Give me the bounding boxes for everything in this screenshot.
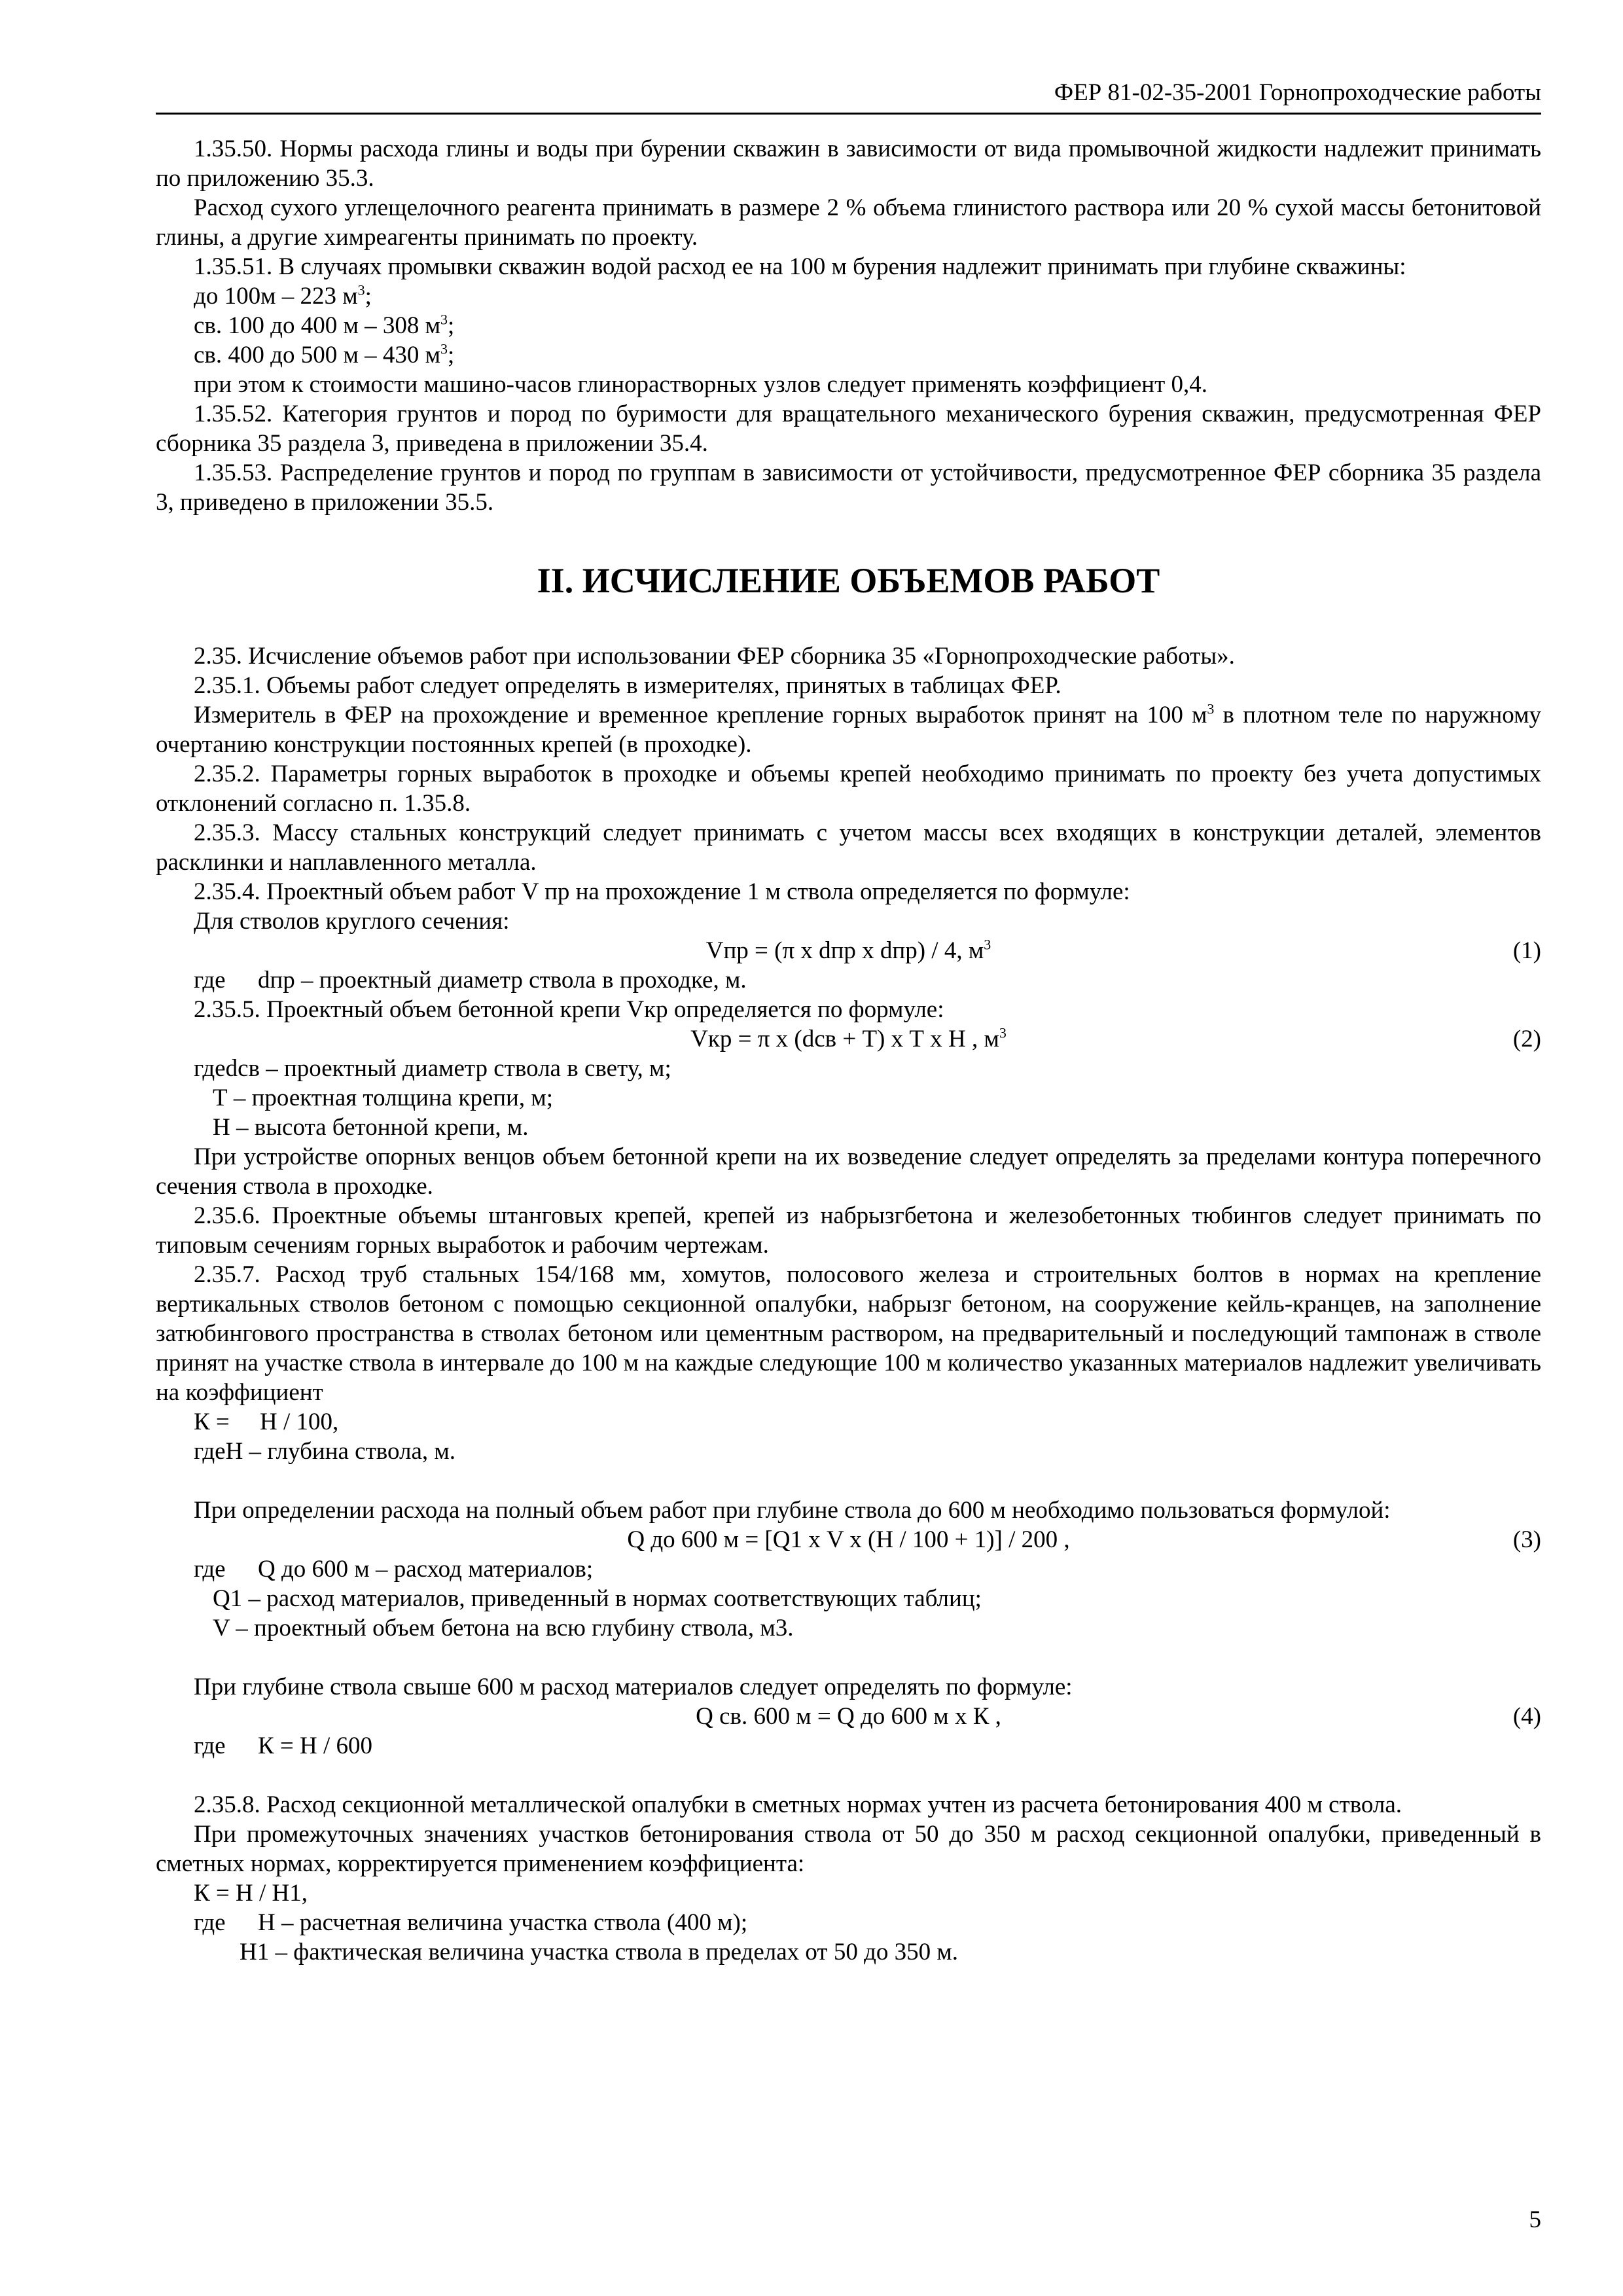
spacer [156, 1643, 1541, 1672]
paragraph: 1.35.52. Категория грунтов и пород по буримости для вращательного механического бурения скважин, предусмотренная ФЕР сборника 35 раздела 3, приведена в приложении 35.4. [156, 401, 1541, 457]
paragraph-text: в плотном теле по наружному очертанию конструкции постоянных крепей (в проходке). [156, 702, 1541, 758]
where-text: Н1 – фактическая величина участка ствола в пределах от 50 до 350 м. [240, 1939, 959, 1965]
where-row [156, 1554, 1541, 1584]
where-label: где [194, 1732, 226, 1759]
where-text: Н – расчетная величина участка ствола (400 м); [258, 1909, 748, 1936]
paragraph: При устройстве опорных венцов объем бетонной крепи на их возведение следует определять за пределами контура поперечного сечения ствола в проходке. [156, 1143, 1541, 1200]
where-text: V – проектный объем бетона на всю глубину ствола, м3. [213, 1615, 794, 1641]
paragraph: При определении расхода на полный объем работ при глубине ствола до 600 м необходимо пользоваться формулой: [194, 1497, 1391, 1524]
paragraph: При глубине ствола свыше 600 м расход материалов следует определять по формуле: [194, 1674, 1073, 1700]
list-item-text: св. 400 до 500 м – 430 м [194, 342, 441, 368]
list-item-end: ; [365, 283, 372, 310]
paragraph-text: Измеритель в ФЕР на прохождение и временное крепление горных выработок принят на 100 м [194, 702, 1207, 728]
where-label: где [194, 967, 226, 994]
paragraph: 2.35.4. Проектный объем работ V пр на прохождение 1 м ствола определяется по формуле: [194, 878, 1130, 905]
list-item-end: ; [448, 342, 455, 368]
where-row [156, 1908, 1541, 1937]
where-text: гдеН – глубина ствола, м. [194, 1438, 456, 1465]
paragraph: Для стволов круглого сечения: [194, 908, 510, 935]
paragraph: 2.35.8. Расход секционной металлической опалубки в сметных нормах учтен из расчета бетонирования 400 м ствола. [194, 1791, 1402, 1818]
coefficient-formula: К = Н / Н1, [194, 1880, 308, 1907]
formula-2 [156, 1024, 1541, 1054]
where-label: где [194, 1909, 226, 1936]
spacer [156, 1466, 1541, 1496]
coefficient-formula: К = Н / 100, [194, 1408, 339, 1435]
paragraph [156, 700, 1541, 759]
paragraph: 1.35.53. Распределение грунтов и пород по группам в зависимости от устойчивости, предусмотренное ФЕР сборника 35 раздела 3, приведено в приложении 35.5. [156, 459, 1541, 516]
paragraph: при этом к стоимости машино-часов глинорастворных узлов следует применять коэффициент 0,4. [194, 371, 1207, 398]
where-text: Q до 600 м – расход материалов; [258, 1556, 594, 1583]
paragraph: 2.35.3. Массу стальных конструкций следует принимать с учетом массы всех входящих в конструкции деталей, элементов расклинки и наплавленного металла. [156, 819, 1541, 876]
formula-text: Vпр = (π х dпр х dпр) / 4, м [705, 937, 984, 964]
paragraph: 2.35.6. Проектные объемы штанговых крепей, крепей из набрызгбетона и железобетонных тюбингов следует принимать по типовым сечениям горных выработок и рабочим чертежам. [156, 1202, 1541, 1259]
list-item [156, 340, 1541, 370]
page-content [156, 134, 1541, 1967]
paragraph: Расход сухого углещелочного реагента принимать в размере 2 % объема глинистого раствора или 20 % сухой массы бетонитовой глины, а другие химреагенты принимать по проекту. [156, 194, 1541, 251]
where-row [156, 1731, 1541, 1761]
paragraph: 2.35. Исчисление объемов работ при использовании ФЕР сборника 35 «Горнопроходческие работы». [194, 643, 1235, 670]
paragraph: 2.35.7. Расход труб стальных 154/168 мм, хомутов, полосового железа и строительных болтов в нормах на крепление вертикальных стволов бетоном с помощью секционной опалубки, набрызг бетоном, на сооружение кейль-кранцев, на заполнение затюбингового пространства в стволах бетоном или цементным раствором, на предварительный и последующий тампонаж в стволе принят на участке ствола в интервале до 100 м на каждые следующие 100 м количество указанных материалов надлежит увеличивать на коэффициент [156, 1261, 1541, 1406]
paragraph: При промежуточных значениях участков бетонирования ствола от 50 до 350 м расход секционной опалубки, приведенный в сметных нормах, корректируется применением коэффициента: [156, 1821, 1541, 1877]
formula-number: (3) [1512, 1526, 1541, 1553]
formula-text: Q св. 600 м = Q до 600 м х К , [696, 1703, 1001, 1730]
spacer [156, 1761, 1541, 1790]
where-text: Q1 – расход материалов, приведенный в нормах соответствующих таблиц; [213, 1585, 982, 1612]
superscript: 3 [357, 281, 365, 298]
paragraph: 2.35.5. Проектный объем бетонной крепи Vкр определяется по формуле: [194, 996, 944, 1023]
superscript: 3 [999, 1024, 1007, 1041]
where-text: dпр – проектный диаметр ствола в проходке, м. [258, 967, 747, 994]
formula-number: (2) [1512, 1026, 1541, 1052]
superscript: 3 [440, 311, 448, 328]
formula-number: (1) [1512, 937, 1541, 964]
formula-3 [156, 1525, 1541, 1554]
list-item-text: до 100м – 223 м [194, 283, 358, 310]
formula-1 [156, 936, 1541, 965]
list-item [156, 281, 1541, 311]
where-text: К = Н / 600 [258, 1732, 373, 1759]
paragraph: 1.35.51. В случаях промывки скважин водой расход ее на 100 м бурения надлежит принимать при глубине скважины: [194, 253, 1406, 280]
where-text: Т – проектная толщина крепи, м; [213, 1085, 554, 1111]
where-label: где [194, 1556, 226, 1583]
where-row [156, 965, 1541, 995]
list-item-text: св. 100 до 400 м – 308 м [194, 312, 441, 339]
superscript: 3 [984, 936, 991, 953]
formula-text: Q до 600 м = [Q1 х V х (Н / 100 + 1)] / 200 , [627, 1526, 1070, 1553]
section-title: II. ИСЧИСЛЕНИЕ ОБЪЕМОВ РАБОТ [537, 561, 1160, 600]
superscript: 3 [440, 340, 448, 357]
formula-text: Vкр = π х (dсв + Т) х Т х Н , м [690, 1026, 999, 1052]
superscript: 3 [1207, 700, 1215, 717]
list-item [156, 311, 1541, 340]
page-number: 5 [1529, 2206, 1541, 2233]
paragraph: 2.35.1. Объемы работ следует определять в измерителях, принятых в таблицах ФЕР. [194, 672, 1061, 699]
formula-number: (4) [1512, 1703, 1541, 1730]
page-header: ФЕР 81-02-35-2001 Горнопроходческие работы [156, 73, 1541, 115]
list-item-end: ; [448, 312, 455, 339]
where-text: гдеdсв – проектный диаметр ствола в свету, м; [194, 1055, 671, 1082]
where-text: Н – высота бетонной крепи, м. [213, 1114, 529, 1141]
paragraph: 2.35.2. Параметры горных выработок в проходке и объемы крепей необходимо принимать по проекту без учета допустимых отклонений согласно п. 1.35.8. [156, 761, 1541, 817]
formula-4 [156, 1702, 1541, 1731]
paragraph: 1.35.50. Нормы расхода глины и воды при бурении скважин в зависимости от вида промывочной жидкости надлежит принимать по приложению 35.3. [156, 135, 1541, 192]
